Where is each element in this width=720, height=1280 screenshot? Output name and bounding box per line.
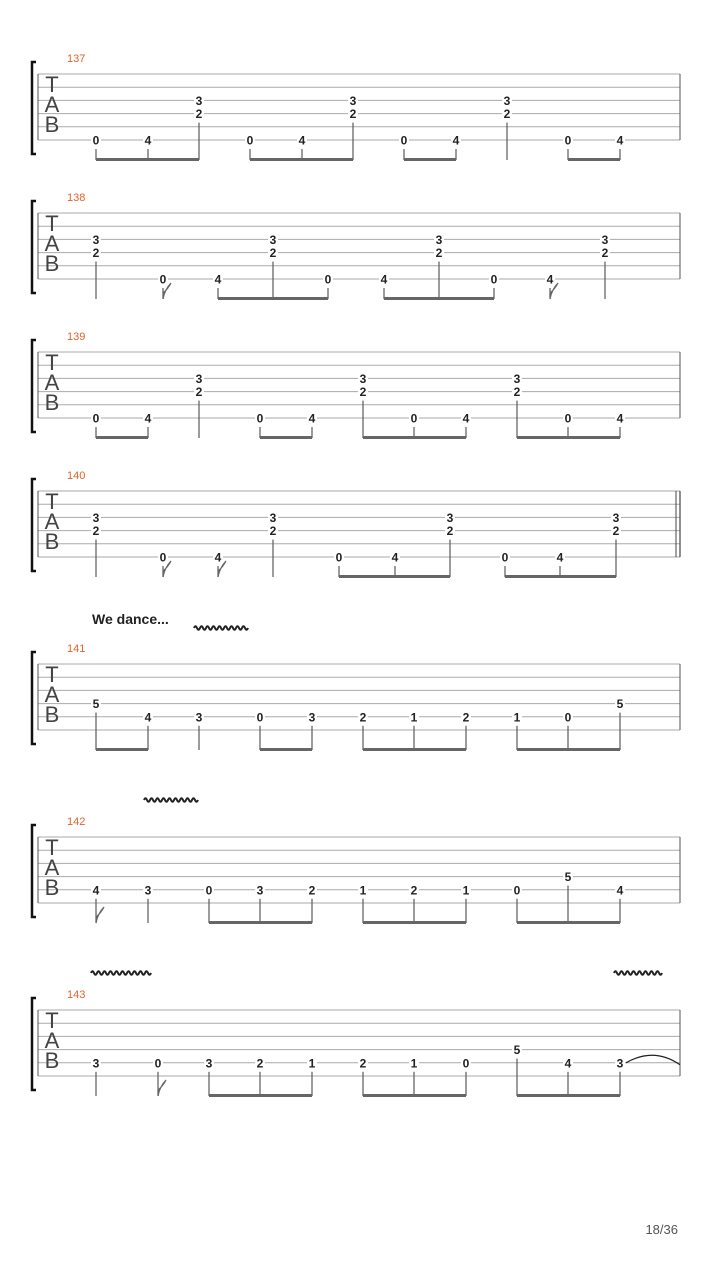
note-beam (363, 748, 466, 751)
tab-clef-letter: T (45, 211, 59, 236)
system-bracket (32, 825, 36, 917)
tab-clef-letter: T (45, 835, 59, 860)
fret-number: 2 (308, 883, 316, 898)
fret-number: 3 (195, 371, 203, 386)
fret-number: 0 (564, 133, 572, 148)
fret-number: 0 (410, 411, 418, 426)
fret-number: 3 (616, 1056, 624, 1071)
note-beam (517, 921, 620, 924)
note-beam (209, 1094, 312, 1097)
fret-number: 2 (462, 710, 470, 725)
fret-number: 4 (380, 272, 388, 287)
fret-number: 1 (359, 883, 367, 898)
fret-number: 3 (256, 883, 264, 898)
note-beam (260, 436, 312, 439)
system-bracket (32, 201, 36, 293)
note-beam (363, 1094, 466, 1097)
fret-number: 0 (92, 411, 100, 426)
fret-number: 3 (435, 232, 443, 247)
fret-number: 2 (269, 246, 277, 261)
tie-arc (626, 1055, 680, 1065)
fret-number: 2 (92, 246, 100, 261)
fret-number: 0 (92, 133, 100, 148)
tab-clef-letter: B (44, 875, 60, 900)
fret-number: 2 (269, 524, 277, 539)
fret-number: 2 (92, 524, 100, 539)
fret-number: 0 (462, 1056, 470, 1071)
tab-clef-letter: A (44, 855, 60, 880)
fret-number: 2 (359, 710, 367, 725)
measure-number: 137 (67, 53, 86, 65)
tab-clef-letter: B (44, 251, 60, 276)
measure-number: 138 (67, 192, 86, 204)
measure-number: 141 (67, 643, 86, 655)
note-beam (96, 748, 148, 751)
measure-number: 143 (67, 989, 86, 1001)
fret-number: 1 (410, 1056, 418, 1071)
fret-number: 4 (214, 550, 222, 565)
fret-number: 4 (546, 272, 554, 287)
fret-number: 3 (446, 510, 454, 525)
note-flag (158, 1080, 166, 1096)
fret-number: 4 (616, 133, 624, 148)
note-beam (505, 575, 616, 578)
note-beam (96, 158, 199, 161)
fret-number: 1 (513, 710, 521, 725)
tab-clef-letter: A (44, 370, 60, 395)
fret-number: 2 (195, 107, 203, 122)
fret-number: 2 (446, 524, 454, 539)
fret-number: 2 (256, 1056, 264, 1071)
fret-number: 4 (452, 133, 460, 148)
measure-number: 142 (67, 816, 86, 828)
fret-number: 3 (92, 232, 100, 247)
fret-number: 2 (503, 107, 511, 122)
tab-clef-letter: T (45, 350, 59, 375)
fret-number: 0 (324, 272, 332, 287)
fret-number: 3 (513, 371, 521, 386)
fret-number: 2 (359, 1056, 367, 1071)
fret-number: 2 (359, 385, 367, 400)
fret-number: 2 (349, 107, 357, 122)
tab-clef-letter: T (45, 1008, 59, 1033)
fret-number: 2 (612, 524, 620, 539)
note-beam (404, 158, 456, 161)
tab-clef-letter: T (45, 662, 59, 687)
fret-number: 5 (564, 870, 572, 885)
fret-number: 0 (564, 411, 572, 426)
fret-number: 3 (92, 1056, 100, 1071)
system-bracket (32, 998, 36, 1090)
tab-clef-letter: A (44, 92, 60, 117)
vibrato-mark (614, 971, 662, 975)
lyric-text: We dance... (92, 611, 169, 627)
tab-clef-letter: A (44, 509, 60, 534)
tab-clef-letter: B (44, 1048, 60, 1073)
tab-system (32, 798, 680, 924)
fret-number: 3 (349, 93, 357, 108)
fret-number: 0 (335, 550, 343, 565)
note-beam (218, 297, 328, 300)
note-beam (339, 575, 450, 578)
fret-number: 4 (564, 1056, 572, 1071)
fret-number: 3 (601, 232, 609, 247)
tab-system (32, 331, 680, 439)
fret-number: 5 (616, 697, 624, 712)
tab-system (32, 192, 680, 300)
system-bracket (32, 479, 36, 571)
fret-number: 4 (391, 550, 399, 565)
fret-number: 5 (92, 697, 100, 712)
vibrato-mark (194, 626, 248, 630)
note-flag (96, 907, 104, 923)
fret-number: 2 (435, 246, 443, 261)
fret-number: 2 (195, 385, 203, 400)
system-bracket (32, 62, 36, 154)
fret-number: 3 (195, 710, 203, 725)
fret-number: 0 (159, 550, 167, 565)
page-number: 18/36 (645, 1222, 678, 1237)
fret-number: 4 (308, 411, 316, 426)
note-beam (363, 436, 466, 439)
note-beam (517, 436, 620, 439)
tab-clef-letter: T (45, 72, 59, 97)
note-beam (260, 748, 312, 751)
fret-number: 0 (564, 710, 572, 725)
fret-number: 3 (92, 510, 100, 525)
fret-number: 4 (616, 883, 624, 898)
fret-number: 0 (205, 883, 213, 898)
vibrato-mark (91, 971, 151, 975)
fret-number: 0 (501, 550, 509, 565)
fret-number: 3 (359, 371, 367, 386)
note-beam (250, 158, 353, 161)
tab-clef-letter: B (44, 702, 60, 727)
fret-number: 2 (513, 385, 521, 400)
fret-number: 0 (159, 272, 167, 287)
tab-system (32, 611, 680, 751)
tab-clef-letter: T (45, 489, 59, 514)
fret-number: 3 (205, 1056, 213, 1071)
fret-number: 4 (144, 133, 152, 148)
fret-number: 0 (246, 133, 254, 148)
fret-number: 3 (612, 510, 620, 525)
fret-number: 0 (400, 133, 408, 148)
fret-number: 4 (556, 550, 564, 565)
fret-number: 0 (513, 883, 521, 898)
fret-number: 3 (195, 93, 203, 108)
vibrato-mark (144, 798, 198, 802)
tab-clef-letter: A (44, 1028, 60, 1053)
tab-clef-letter: A (44, 682, 60, 707)
fret-number: 4 (214, 272, 222, 287)
note-beam (517, 1094, 620, 1097)
fret-number: 3 (144, 883, 152, 898)
fret-number: 3 (269, 510, 277, 525)
tab-system (32, 53, 680, 161)
tab-clef-letter: B (44, 112, 60, 137)
fret-number: 4 (462, 411, 470, 426)
note-beam (517, 748, 620, 751)
fret-number: 3 (269, 232, 277, 247)
measure-number: 139 (67, 331, 86, 343)
fret-number: 4 (144, 411, 152, 426)
fret-number: 1 (410, 710, 418, 725)
fret-number: 0 (256, 411, 264, 426)
fret-number: 3 (503, 93, 511, 108)
measure-number: 140 (67, 470, 86, 482)
fret-number: 0 (256, 710, 264, 725)
tab-clef-letter: A (44, 231, 60, 256)
fret-number: 3 (308, 710, 316, 725)
note-beam (363, 921, 466, 924)
tab-system (32, 971, 680, 1097)
tab-clef-letter: B (44, 529, 60, 554)
fret-number: 4 (616, 411, 624, 426)
tab-system (32, 470, 680, 578)
note-beam (568, 158, 620, 161)
tab-clef-letter: B (44, 390, 60, 415)
fret-number: 2 (410, 883, 418, 898)
system-bracket (32, 340, 36, 432)
note-beam (209, 921, 312, 924)
system-bracket (32, 652, 36, 744)
fret-number: 4 (144, 710, 152, 725)
fret-number: 0 (490, 272, 498, 287)
fret-number: 0 (154, 1056, 162, 1071)
fret-number: 5 (513, 1043, 521, 1058)
fret-number: 1 (308, 1056, 316, 1071)
note-beam (384, 297, 494, 300)
fret-number: 4 (92, 883, 100, 898)
fret-number: 2 (601, 246, 609, 261)
fret-number: 4 (298, 133, 306, 148)
note-beam (96, 436, 148, 439)
fret-number: 1 (462, 883, 470, 898)
